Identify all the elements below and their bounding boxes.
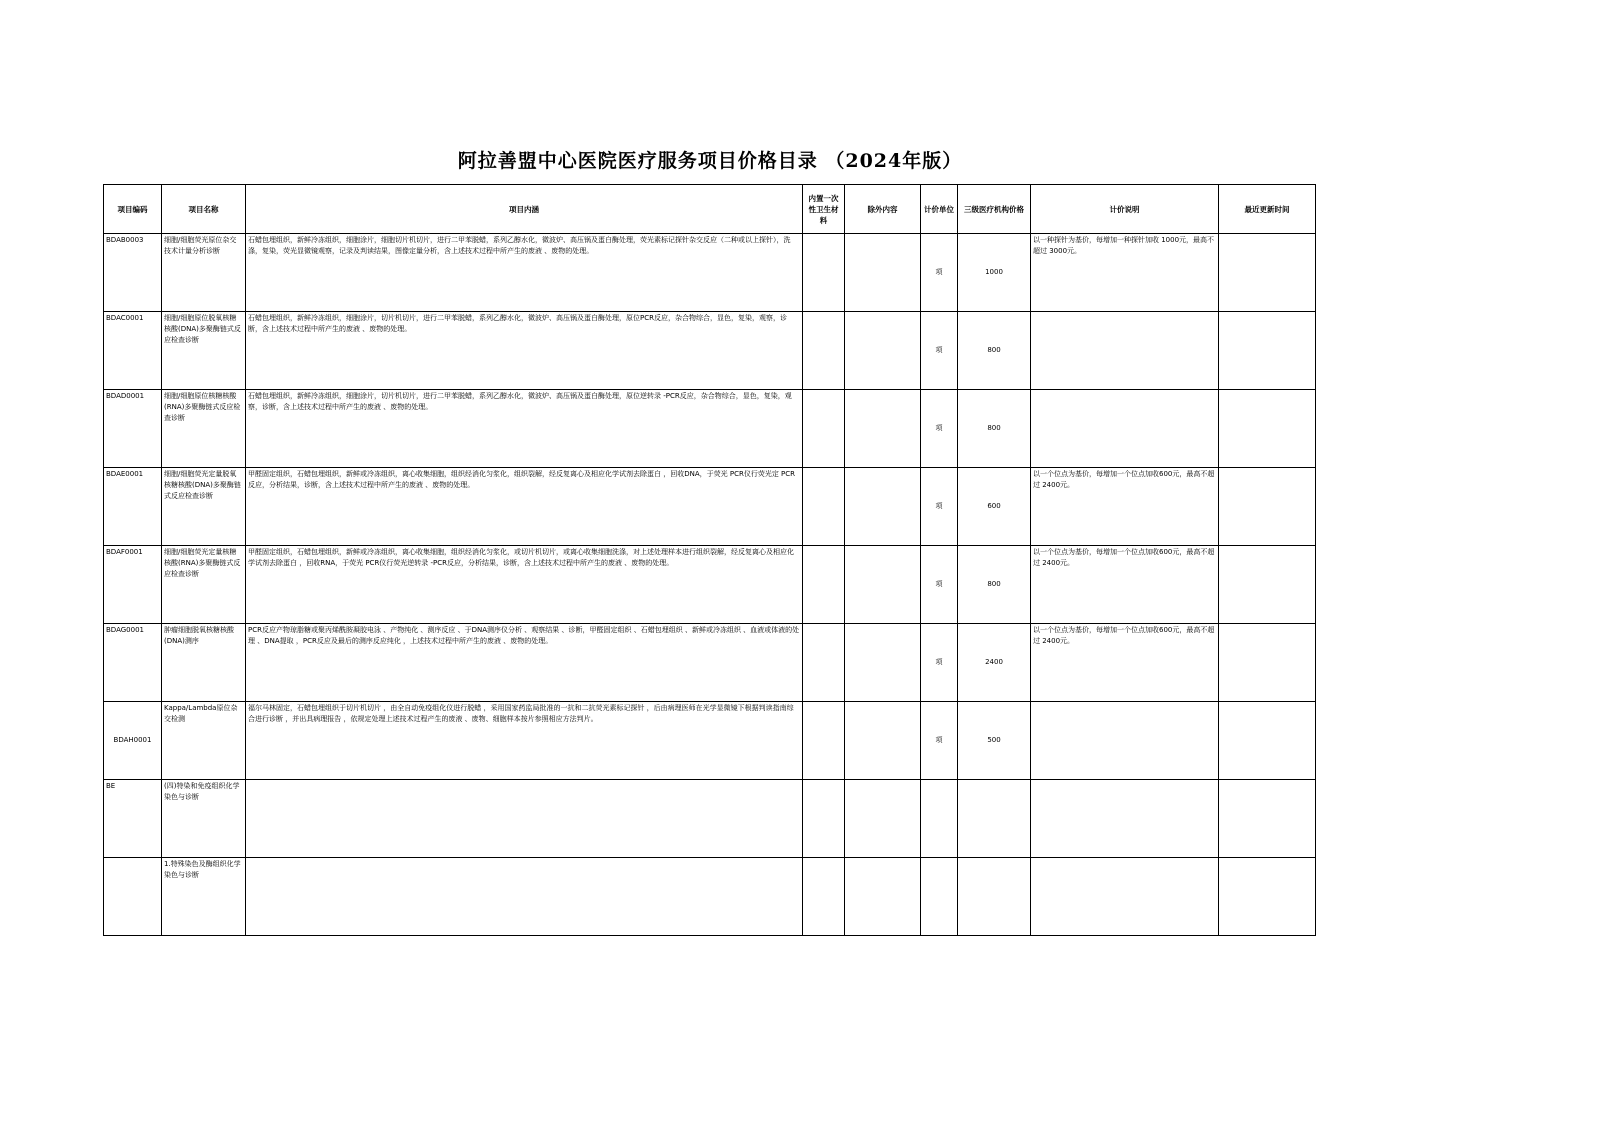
updated-time-cell: [1219, 234, 1316, 312]
updated-time-cell: [1219, 702, 1316, 780]
material-cell: [803, 468, 845, 546]
item-content-cell: 石蜡包埋组织，新鲜冷冻组织，细胞涂片，切片机切片，进行二甲苯脱蜡，系列乙醇水化，微波炉、高压锅及蛋白酶处理，原位逆转录 -PCR反应，杂合物综合，显色，复染，观察，诊断，含上述技术过程中所产生的废液 、废物的处理。: [246, 390, 803, 468]
price-cell: 800: [958, 546, 1031, 624]
material-cell: [803, 234, 845, 312]
price-cell: 2400: [958, 624, 1031, 702]
item-code-cell: BDAG0001: [104, 624, 162, 702]
price-cell: 1000: [958, 234, 1031, 312]
item-name-cell: Kappa/Lambda原位杂交检测: [162, 702, 246, 780]
price-table: [103, 184, 1316, 936]
item-content-cell: 石蜡包埋组织，新鲜冷冻组织，细胞涂片，细胞切片机切片，进行二甲苯脱蜡，系列乙醇水化，微波炉、高压锅及蛋白酶处理，荧光素标记探针杂交反应（二种或以上探针），洗涤，复染，荧光显微镜观察，记录及判读结果，图像定量分析，含上述技术过程中所产生的废液 、废物的处理。: [246, 234, 803, 312]
item-name-cell: 肿瘤细胞脱氧核糖核酸(DNA)测序: [162, 624, 246, 702]
table-body: [104, 234, 1316, 936]
page-title: 阿拉善盟中心医院医疗服务项目价格目录 （2024年版）: [457, 150, 963, 172]
updated-time-cell: [1219, 312, 1316, 390]
column-header: 项目内涵: [246, 185, 803, 234]
pricing-note-cell: 以一种探针为基价，每增加一种探针加收 1000元，最高不超过 3000元。: [1031, 234, 1219, 312]
column-header: 三级医疗机构价格: [958, 185, 1031, 234]
item-code-cell: BDAD0001: [104, 390, 162, 468]
exclusion-cell: [845, 312, 921, 390]
column-header: 最近更新时间: [1219, 185, 1316, 234]
item-name-cell: 细胞/细胞荧光定量脱氧核糖核酸(DNA)多聚酶链式反应检查诊断: [162, 468, 246, 546]
unit-cell: 项: [921, 468, 958, 546]
exclusion-cell: [845, 234, 921, 312]
material-cell: [803, 780, 845, 858]
exclusion-cell: [845, 468, 921, 546]
updated-time-cell: [1219, 546, 1316, 624]
table-row: [104, 468, 1316, 546]
table-row: [104, 780, 1316, 858]
price-cell: 600: [958, 468, 1031, 546]
updated-time-cell: [1219, 390, 1316, 468]
table-header-row: [104, 185, 1316, 234]
column-header: 内置一次性卫生材料: [803, 185, 845, 234]
exclusion-cell: [845, 390, 921, 468]
item-name-cell: (四)特染和免疫组织化学染色与诊断: [162, 780, 246, 858]
item-code-cell: [104, 858, 162, 936]
updated-time-cell: [1219, 858, 1316, 936]
unit-cell: 项: [921, 312, 958, 390]
item-name-cell: 细胞/细胞荧光原位杂交技术计量分析诊断: [162, 234, 246, 312]
table-row: [104, 624, 1316, 702]
table-row: [104, 702, 1316, 780]
column-header: 项目名称: [162, 185, 246, 234]
column-header: 计价说明: [1031, 185, 1219, 234]
price-cell: 800: [958, 312, 1031, 390]
item-content-cell: 福尔马林固定，石蜡包埋组织于切片机切片 ，由全自动免疫组化仪进行脱蜡 ，采用国家药监局批准的一抗和二抗荧光素标记探针 ，后由病理医师在光学显微镜下根据判读指南综合进行诊断 ，并出具病理报告 ，依规定处理上述技术过程产生的废液 、废物、细胞样本按片参照相应方法判片。: [246, 702, 803, 780]
pricing-note-cell: 以一个位点为基价，每增加一个位点加收600元，最高不超过 2400元。: [1031, 468, 1219, 546]
item-content-cell: 石蜡包埋组织，新鲜冷冻组织，细胞涂片，切片机切片，进行二甲苯脱蜡，系列乙醇水化，微波炉、高压锅及蛋白酶处理，原位PCR反应，杂合物综合，显色，复染，观察，诊断，含上述技术过程中所产生的废液 、废物的处理。: [246, 312, 803, 390]
item-name-cell: 细胞/细胞原位核糖核酸(RNA)多聚酶链式反应检查诊断: [162, 390, 246, 468]
unit-cell: 项: [921, 390, 958, 468]
item-content-cell: 甲醛固定组织，石蜡包埋组织，新鲜或冷冻组织，离心收集细胞，组织经消化匀浆化，组织裂解，经反复离心及相应化学试剂去除蛋白 ，回收DNA，于荧光 PCR仪行荧光定 PCR反应，分析结果，诊断，含上述技术过程中所产生的废液 、废物的处理。: [246, 468, 803, 546]
item-code-cell: BDAF0001: [104, 546, 162, 624]
item-name-cell: 1.特殊染色及酶组织化学染色与诊断: [162, 858, 246, 936]
pricing-note-cell: [1031, 312, 1219, 390]
item-name-cell: 细胞/细胞荧光定量核糖核酸(RNA)多聚酶链式反应检查诊断: [162, 546, 246, 624]
exclusion-cell: [845, 624, 921, 702]
item-code-cell: BE: [104, 780, 162, 858]
pricing-note-cell: [1031, 780, 1219, 858]
table-row: [104, 312, 1316, 390]
exclusion-cell: [845, 702, 921, 780]
column-header: 项目编码: [104, 185, 162, 234]
material-cell: [803, 390, 845, 468]
price-cell: 500: [958, 702, 1031, 780]
column-header: 除外内容: [845, 185, 921, 234]
material-cell: [803, 624, 845, 702]
material-cell: [803, 312, 845, 390]
price-cell: [958, 780, 1031, 858]
pricing-note-cell: [1031, 390, 1219, 468]
exclusion-cell: [845, 780, 921, 858]
material-cell: [803, 546, 845, 624]
item-content-cell: [246, 858, 803, 936]
item-name-cell: 细胞/细胞原位脱氧核糖核酸(DNA)多聚酶链式反应检查诊断: [162, 312, 246, 390]
updated-time-cell: [1219, 468, 1316, 546]
table-row: [104, 546, 1316, 624]
unit-cell: 项: [921, 546, 958, 624]
material-cell: [803, 702, 845, 780]
unit-cell: 项: [921, 624, 958, 702]
unit-cell: [921, 858, 958, 936]
item-code-cell: BDAB0003: [104, 234, 162, 312]
item-content-cell: 甲醛固定组织，石蜡包埋组织，新鲜或冷冻组织，离心收集细胞，组织经消化匀浆化，或切片机切片，或离心收集细胞洗涤，对上述处理样本进行组织裂解，经反复离心及相应化学试剂去除蛋白 ，回收RNA，于荧光 PCR仪行荧光逆转录 -PCR反应，分析结果，诊断，含上述技术过程中所产生的废液 、废物的处理。: [246, 546, 803, 624]
table-row: [104, 234, 1316, 312]
updated-time-cell: [1219, 780, 1316, 858]
exclusion-cell: [845, 858, 921, 936]
item-code-cell: BDAH0001: [104, 702, 162, 780]
unit-cell: 项: [921, 702, 958, 780]
price-cell: [958, 858, 1031, 936]
table-row: [104, 858, 1316, 936]
pricing-note-cell: [1031, 858, 1219, 936]
price-cell: 800: [958, 390, 1031, 468]
material-cell: [803, 858, 845, 936]
unit-cell: 项: [921, 234, 958, 312]
item-code-cell: BDAE0001: [104, 468, 162, 546]
pricing-note-cell: [1031, 702, 1219, 780]
table-row: [104, 390, 1316, 468]
unit-cell: [921, 780, 958, 858]
pricing-note-cell: 以一个位点为基价，每增加一个位点加收600元，最高不超过 2400元。: [1031, 624, 1219, 702]
item-content-cell: [246, 780, 803, 858]
exclusion-cell: [845, 546, 921, 624]
pricing-note-cell: 以一个位点为基价，每增加一个位点加收600元，最高不超过 2400元。: [1031, 546, 1219, 624]
updated-time-cell: [1219, 624, 1316, 702]
item-content-cell: PCR反应产物琼脂糖或聚丙烯酰胺凝胶电泳 、产物纯化 、测序反应 、于DNA测序仪分析 、观察结果 、诊断，甲醛固定组织 、石蜡包埋组织 、新鲜或冷冻组织 、血液或体液的处理 、DNA提取 ，PCR反应及最后的测序反应纯化 ，上述技术过程中所产生的废液 、废物的处理。: [246, 624, 803, 702]
column-header: 计价单位: [921, 185, 958, 234]
item-code-cell: BDAC0001: [104, 312, 162, 390]
